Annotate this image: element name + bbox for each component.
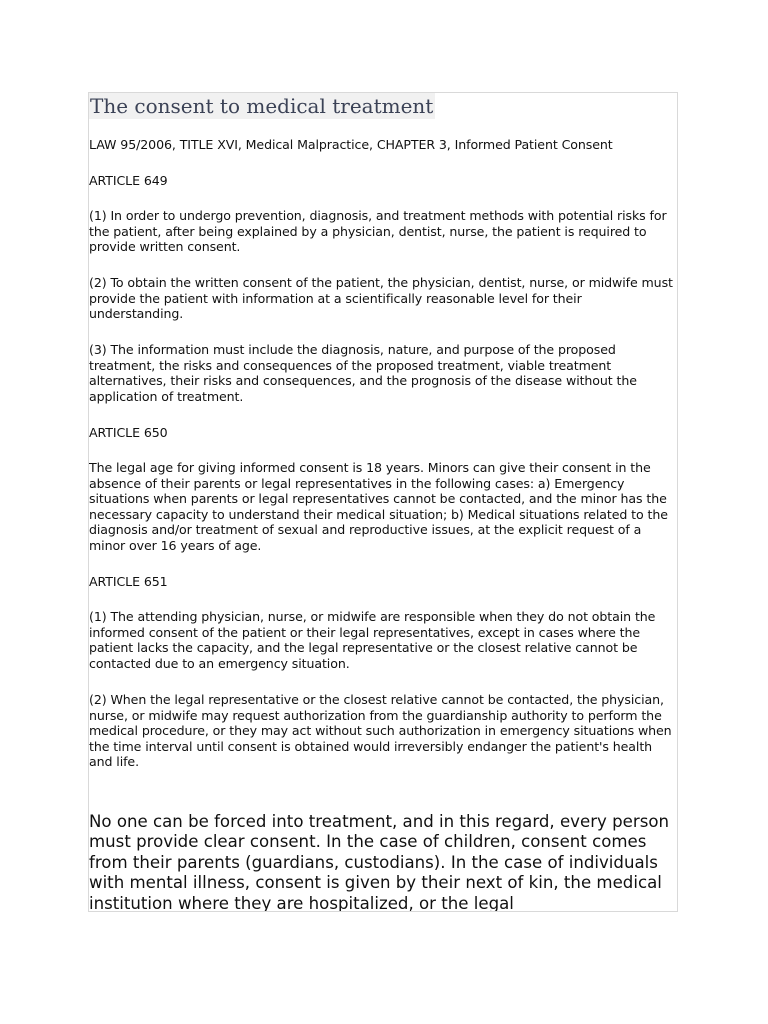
article-649-heading: ARTICLE 649 <box>89 173 168 188</box>
article-651-paragraph-1: (1) The attending physician, nurse, or midwife are responsible when they do not obtain the informed consent of the patient or their legal representatives, except in cases where the patient lacks the capacity, and the legal representative or the closest relative cannot be contacted due to an emergency situation. <box>89 609 656 671</box>
closing-paragraph: No one can be forced into treatment, and in this regard, every person must provide clear consent. In the case of children, consent comes from their parents (guardians, custodians). In the case of individuals with mental illness, consent is given by their next of kin, the medical institution where they are hospitalized, or the legal <box>89 812 670 912</box>
article-649-paragraph-1: (1) In order to undergo prevention, diagnosis, and treatment methods with potential risks for the patient, after being explained by a physician, dentist, nurse, the patient is required to provide written consent. <box>89 208 667 255</box>
article-649-paragraph-2: (2) To obtain the written consent of the patient, the physician, dentist, nurse, or midwife must provide the patient with information at a scientifically reasonable level for their understanding. <box>89 275 673 322</box>
article-650-paragraph-1: The legal age for giving informed consent is 18 years. Minors can give their consent in the absence of their parents or legal representatives in the following cases: a) Emergency situations when parents or legal representatives cannot be contacted, and the minor has the necessary capacity to understand their medical situation; b) Medical situations related to the diagnosis and/or treatment of sexual and reproductive issues, at the explicit request of a minor over 16 years of age. <box>89 460 668 553</box>
document-title: The consent to medical treatment <box>90 94 434 118</box>
article-650-heading: ARTICLE 650 <box>89 425 168 440</box>
article-649-paragraph-3: (3) The information must include the diagnosis, nature, and purpose of the proposed treatment, the risks and consequences of the proposed treatment, viable treatment alternatives, their risks and consequences, and the prognosis of the disease without the application of treatment. <box>89 342 637 404</box>
article-651-heading: ARTICLE 651 <box>89 574 168 589</box>
law-reference: LAW 95/2006, TITLE XVI, Medical Malpractice, CHAPTER 3, Informed Patient Consent <box>89 137 613 152</box>
article-651-paragraph-2: (2) When the legal representative or the closest relative cannot be contacted, the physician, nurse, or midwife may request authorization from the guardianship authority to perform the medical procedure, or they may act without such authorization in emergency situations when the time interval until consent is obtained would irreversibly endanger the patient's health and life. <box>89 692 672 770</box>
document-page <box>88 92 678 912</box>
